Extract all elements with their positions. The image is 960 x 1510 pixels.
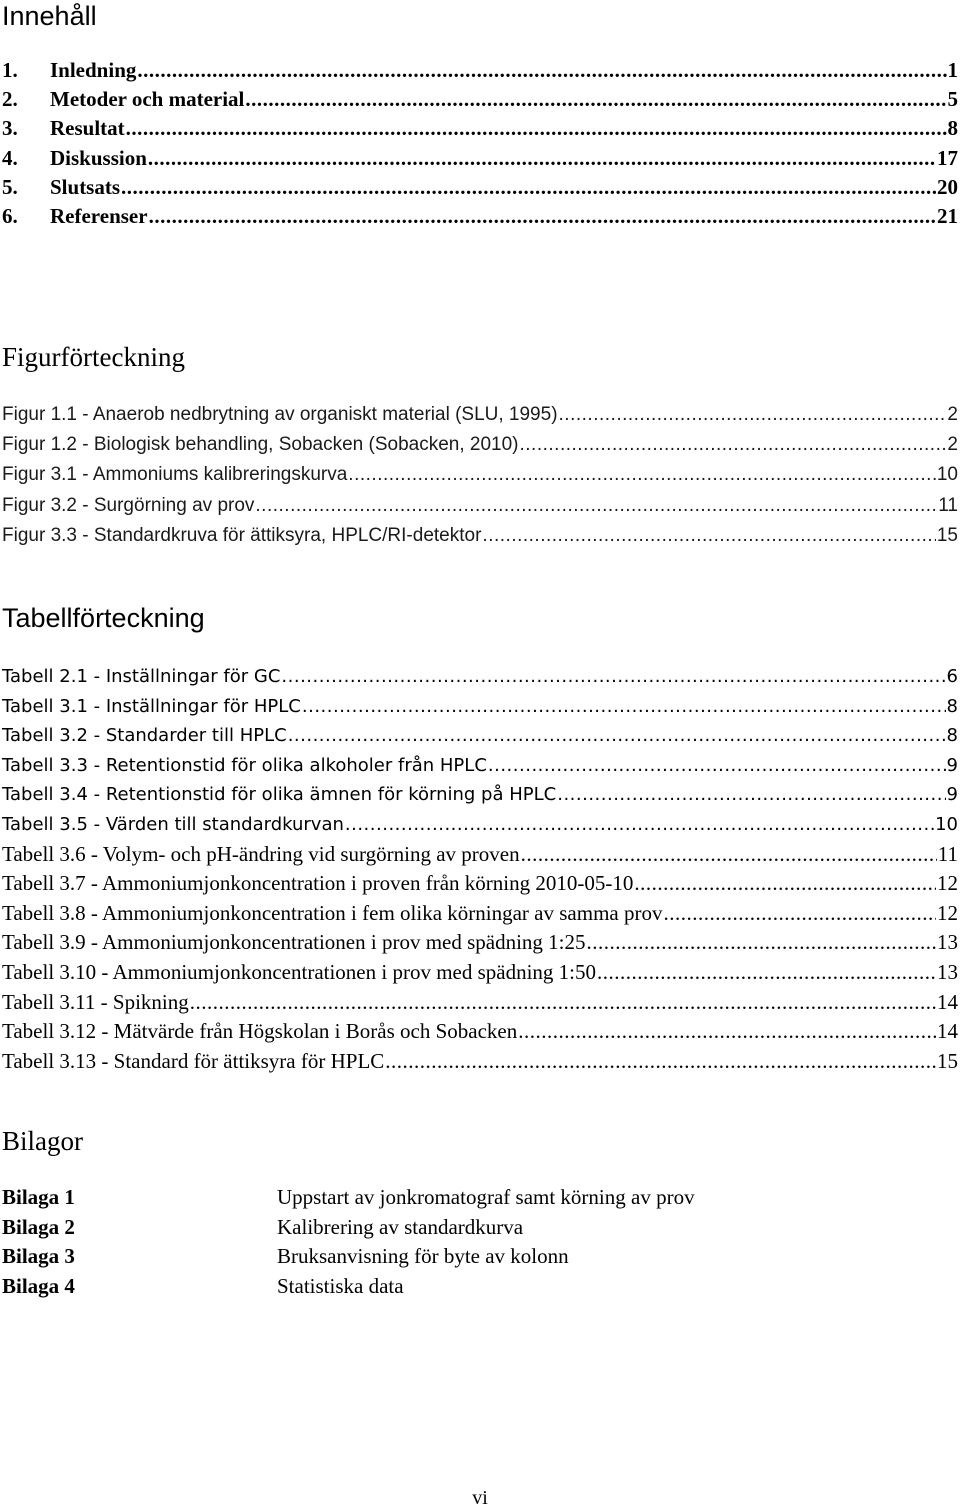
figure-entry[interactable]	[2, 491, 958, 521]
contents-entry[interactable]	[2, 173, 958, 202]
dot-leader	[597, 958, 936, 988]
figure-entry[interactable]	[2, 460, 958, 490]
entry-page: 9	[946, 754, 958, 776]
entry-label	[2, 144, 147, 173]
contents-entry[interactable]	[2, 114, 958, 143]
table-entry[interactable]	[2, 899, 958, 929]
entry-label: Tabell 3.1 - Inställningar för HPLC	[2, 695, 301, 717]
table-entry[interactable]	[2, 721, 958, 751]
entry-page: 20	[937, 174, 958, 199]
entry-page: 13	[937, 930, 958, 955]
entry-title: Resultat	[50, 116, 125, 141]
entry-label: Tabell 3.9 - Ammoniumjonkoncentrationen i prov med spädning 1:25	[2, 930, 586, 955]
table-entry[interactable]	[2, 840, 958, 870]
figures-heading: Figurförteckning	[2, 342, 185, 372]
entry-label: Tabell 3.13 - Standard för ättiksyra för HPLC	[2, 1048, 385, 1073]
entry-label	[2, 173, 120, 202]
dot-leader	[348, 460, 936, 490]
entry-page: 21	[937, 203, 958, 228]
entry-title: Referenser	[50, 203, 148, 228]
dot-leader	[634, 869, 936, 899]
appendix-label: Bilaga 1	[2, 1185, 75, 1209]
entry-number: 3.	[2, 116, 18, 141]
entry-label: Tabell 3.3 - Retentionstid för olika alkoholer från HPLC	[2, 754, 487, 776]
table-entry[interactable]	[2, 1017, 958, 1047]
entry-number: 2.	[2, 87, 18, 112]
contents-entry[interactable]	[2, 202, 958, 231]
appendix-list	[2, 1183, 695, 1301]
entry-number: 5.	[2, 174, 18, 199]
dot-leader	[302, 692, 946, 722]
entry-label	[2, 114, 125, 143]
appendix-entry	[2, 1242, 695, 1272]
entry-page: 6	[946, 666, 958, 687]
entry-page: 15	[936, 524, 958, 546]
entry-page: 5	[947, 87, 958, 112]
table-entry[interactable]	[2, 780, 958, 810]
entry-title: Metoder och material	[50, 87, 245, 112]
dot-leader	[385, 1047, 936, 1077]
entry-page: 14	[937, 989, 958, 1014]
tables-list	[2, 662, 958, 1076]
entry-page: 11	[937, 841, 958, 866]
dot-leader	[559, 400, 947, 430]
figure-entry[interactable]	[2, 400, 958, 430]
entry-label: Figur 3.1 - Ammoniums kalibreringskurva	[2, 464, 348, 486]
entry-title: Slutsats	[50, 174, 121, 199]
dot-leader	[557, 780, 945, 810]
figure-entry[interactable]	[2, 430, 958, 460]
appendix-heading: Bilagor	[2, 1126, 83, 1156]
table-entry[interactable]	[2, 810, 958, 840]
entry-page: 14	[937, 1019, 958, 1044]
entry-title: Inledning	[50, 58, 137, 82]
table-entry[interactable]	[2, 869, 958, 899]
contents-entry[interactable]	[2, 56, 958, 85]
entry-page: 8	[946, 725, 958, 747]
entry-label: Tabell 3.6 - Volym- och pH-ändring vid surgörning av proven	[2, 841, 520, 866]
dot-leader	[137, 56, 946, 85]
entry-label: Figur 3.2 - Surgörning av prov	[2, 494, 255, 516]
figures-list	[2, 400, 958, 551]
entry-page: 9	[946, 784, 958, 806]
dot-leader	[587, 928, 936, 958]
entry-label: Tabell 3.2 - Standarder till HPLC	[2, 725, 287, 747]
entry-label	[2, 202, 148, 231]
appendix-entry	[2, 1183, 695, 1213]
entry-label	[2, 85, 244, 114]
entry-page: 1	[947, 58, 958, 82]
entry-label: Figur 3.3 - Standardkruva för ättiksyra, HPLC/RI-detektor	[2, 524, 482, 546]
entry-page: 2	[947, 404, 958, 425]
appendix-description: Bruksanvisning för byte av kolonn	[277, 1244, 569, 1269]
entry-title: Diskussion	[50, 145, 147, 170]
entry-label: Tabell 3.11 - Spikning	[2, 989, 189, 1014]
entry-page: 10	[935, 813, 958, 835]
table-entry[interactable]	[2, 958, 958, 988]
contents-entry[interactable]	[2, 85, 958, 114]
dot-leader	[245, 85, 946, 114]
dot-leader	[126, 114, 947, 143]
entry-number: 6.	[2, 203, 18, 228]
dot-leader	[520, 430, 947, 460]
entry-page: 12	[937, 871, 958, 896]
dot-leader	[281, 662, 945, 692]
entry-label: Tabell 3.7 - Ammoniumjonkoncentration i proven från körning 2010-05-10	[2, 871, 634, 896]
appendix-entry	[2, 1272, 695, 1302]
dot-leader	[488, 751, 946, 781]
entry-page: 13	[937, 959, 958, 984]
contents-entry[interactable]	[2, 144, 958, 173]
tables-heading: Tabellförteckning	[2, 603, 205, 633]
entry-number: 4.	[2, 145, 18, 170]
entry-label: Tabell 3.10 - Ammoniumjonkoncentrationen i prov med spädning 1:50	[2, 959, 597, 984]
entry-label	[2, 56, 136, 85]
appendix-label: Bilaga 3	[2, 1244, 75, 1269]
dot-leader	[518, 1017, 936, 1047]
entry-label: Tabell 3.8 - Ammoniumjonkoncentration i fem olika körningar av samma prov	[2, 900, 663, 925]
dot-leader	[482, 521, 935, 551]
entry-page: 8	[946, 695, 958, 717]
appendix-description: Uppstart av jonkromatograf samt körning av prov	[277, 1185, 695, 1209]
entry-page: 2	[947, 434, 958, 456]
dot-leader	[149, 202, 936, 231]
entry-label: Figur 1.1 - Anaerob nedbrytning av organiskt material (SLU, 1995)	[2, 404, 558, 425]
table-entry[interactable]	[2, 1047, 958, 1077]
entry-label: Tabell 3.12 - Mätvärde från Högskolan i Borås och Sobacken	[2, 1019, 518, 1044]
dot-leader	[521, 840, 937, 870]
dot-leader	[148, 144, 936, 173]
appendix-entry	[2, 1213, 695, 1243]
table-entry[interactable]	[2, 988, 958, 1018]
table-entry[interactable]	[2, 928, 958, 958]
entry-page: 11	[938, 494, 958, 516]
figure-entry[interactable]	[2, 521, 958, 551]
contents-heading: Innehåll	[2, 1, 97, 31]
appendix-label: Bilaga 4	[2, 1273, 75, 1298]
entry-page: 10	[936, 464, 958, 486]
entry-page: 12	[937, 900, 958, 925]
dot-leader	[255, 491, 937, 521]
entry-page: 8	[947, 116, 958, 141]
entry-number: 1.	[2, 58, 18, 82]
appendix-description: Statistiska data	[277, 1273, 404, 1298]
entry-page: 15	[937, 1048, 958, 1073]
entry-label: Figur 1.2 - Biologisk behandling, Sobacken (Sobacken, 2010)	[2, 434, 519, 456]
table-entry[interactable]	[2, 662, 958, 692]
dot-leader	[288, 721, 946, 751]
table-entry[interactable]	[2, 751, 958, 781]
entry-label: Tabell 2.1 - Inställningar för GC	[2, 666, 281, 687]
appendix-description: Kalibrering av standardkurva	[277, 1214, 524, 1239]
appendix-label: Bilaga 2	[2, 1214, 75, 1239]
entry-label: Tabell 3.5 - Värden till standardkurvan	[2, 813, 344, 835]
table-entry[interactable]	[2, 692, 958, 722]
dot-leader	[663, 899, 936, 929]
entry-label: Tabell 3.4 - Retentionstid för olika ämnen för körning på HPLC	[2, 784, 557, 806]
entry-page: 17	[937, 145, 958, 170]
contents-list	[2, 56, 958, 231]
dot-leader	[121, 173, 936, 202]
page-number: vi	[472, 1487, 488, 1509]
dot-leader	[190, 988, 936, 1018]
dot-leader	[345, 810, 934, 840]
